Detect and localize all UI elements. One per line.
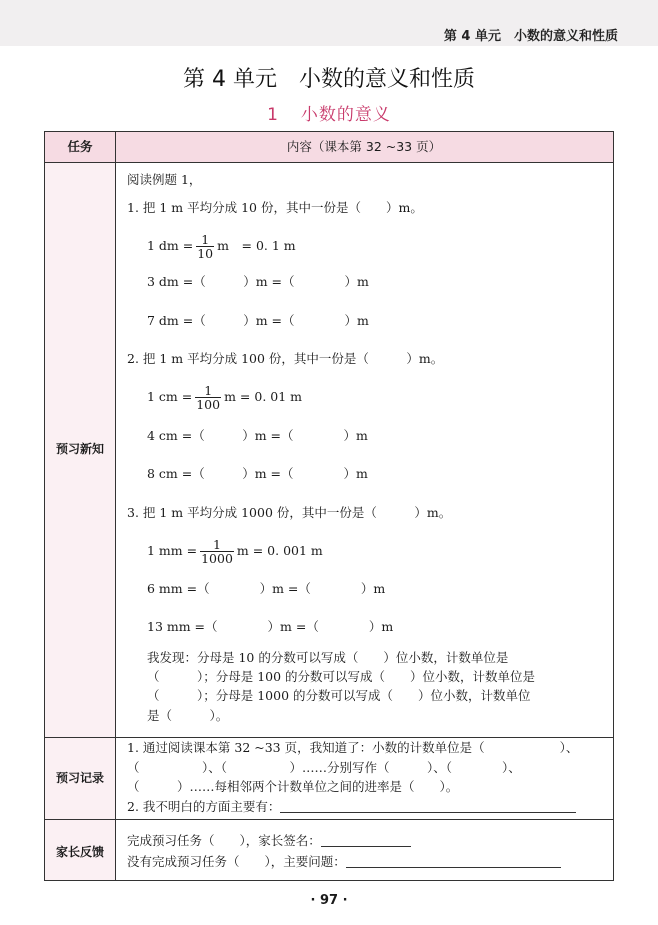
unit-title: 第 4 单元 小数的意义和性质 <box>183 67 475 92</box>
question-1: 1. 把 1 m 平均分成 10 份，其中一份是（ ）m。 <box>127 200 423 215</box>
fraction <box>196 233 214 260</box>
running-head <box>0 0 658 46</box>
fraction-right: m = 0. 1 m <box>217 238 296 253</box>
fraction-left: 1 dm = <box>147 238 194 253</box>
feedback-line <box>127 854 561 870</box>
row-divider <box>45 737 613 738</box>
fraction-denominator: 100 <box>196 397 221 412</box>
blank-line-cm-8: 8 cm =（ ）m =（ ）m <box>147 466 368 481</box>
preview-table <box>44 131 614 881</box>
fraction-right: m = 0. 001 m <box>236 543 323 558</box>
question-2: 2. 把 1 m 平均分成 100 份，其中一份是（ ）m。 <box>127 351 444 366</box>
blank-line-mm-13: 13 mm =（ ）m =（ ）m <box>147 619 394 634</box>
discovery-line: （ ）；分母是 1000 的分数可以写成（ ）位小数，计数单位 <box>147 688 531 703</box>
lesson-name: 小数的意义 <box>300 105 391 125</box>
header-content: 内容（课本第 32 ~33 页） <box>286 139 442 154</box>
fraction-numerator: 1 <box>213 537 221 552</box>
blank-line-dm-3: 3 dm =（ ）m =（ ）m <box>147 274 369 289</box>
row-divider <box>45 819 613 820</box>
record-line <box>127 799 576 815</box>
fraction <box>200 538 234 565</box>
fraction-right: m = 0. 01 m <box>224 389 302 404</box>
discovery-line: （ ）；分母是 100 的分数可以写成（ ）位小数，计数单位是 <box>147 669 536 684</box>
lesson-number: 1 <box>267 105 279 125</box>
fraction-line-1 <box>147 233 296 260</box>
question-3: 3. 把 1 m 平均分成 1000 份，其中一份是（ ）m。 <box>127 505 452 520</box>
fraction-denominator: 1000 <box>201 551 233 566</box>
fraction-line-2 <box>147 384 302 411</box>
row-label-preview: 预习新知 <box>55 442 104 456</box>
discovery-line: 是（ ）。 <box>147 708 229 723</box>
signature-line[interactable] <box>321 833 411 847</box>
record-question-text: 2. 我不明白的方面主要有： <box>127 799 281 814</box>
record-line: （ ）、（ ）……分别写作（ ）、（ ）、 <box>127 760 521 775</box>
blank-line-cm-4: 4 cm =（ ）m =（ ）m <box>147 428 368 443</box>
fraction-numerator: 1 <box>204 383 213 398</box>
preview-intro: 阅读例题 1， <box>127 172 202 187</box>
discovery-line: 我发现：分母是 10 的分数可以写成（ ）位小数，计数单位是 <box>147 650 509 665</box>
feedback-incomplete-text: 没有完成预习任务（ ），主要问题： <box>127 854 346 869</box>
page-number: · 97 · <box>310 893 348 908</box>
blank-line-mm-6: 6 mm =（ ）m =（ ）m <box>147 581 386 596</box>
fraction-numerator: 1 <box>201 232 210 247</box>
fraction-line-3 <box>147 538 323 565</box>
fraction <box>195 384 221 411</box>
answer-line[interactable] <box>280 799 576 813</box>
fraction-left: 1 mm = <box>147 543 198 558</box>
record-line: （ ）……每相邻两个计数单位之间的进率是（ ）。 <box>127 779 459 794</box>
running-head-text: 第 4 单元 小数的意义和性质 <box>443 29 618 44</box>
lesson-title <box>0 100 658 125</box>
record-line: 1. 通过阅读课本第 32 ~33 页，我知道了：小数的计数单位是（ ）、 <box>127 740 579 755</box>
problem-line[interactable] <box>346 854 561 868</box>
fraction-left: 1 cm = <box>147 389 193 404</box>
header-task: 任务 <box>67 139 93 154</box>
column-divider <box>115 132 116 880</box>
row-label-record: 预习记录 <box>55 771 104 785</box>
fraction-denominator: 10 <box>197 246 214 261</box>
feedback-line <box>127 833 411 849</box>
row-label-feedback: 家长反馈 <box>55 845 104 859</box>
blank-line-dm-7: 7 dm =（ ）m =（ ）m <box>147 313 369 328</box>
feedback-complete-text: 完成预习任务（ ），家长签名： <box>127 833 321 848</box>
